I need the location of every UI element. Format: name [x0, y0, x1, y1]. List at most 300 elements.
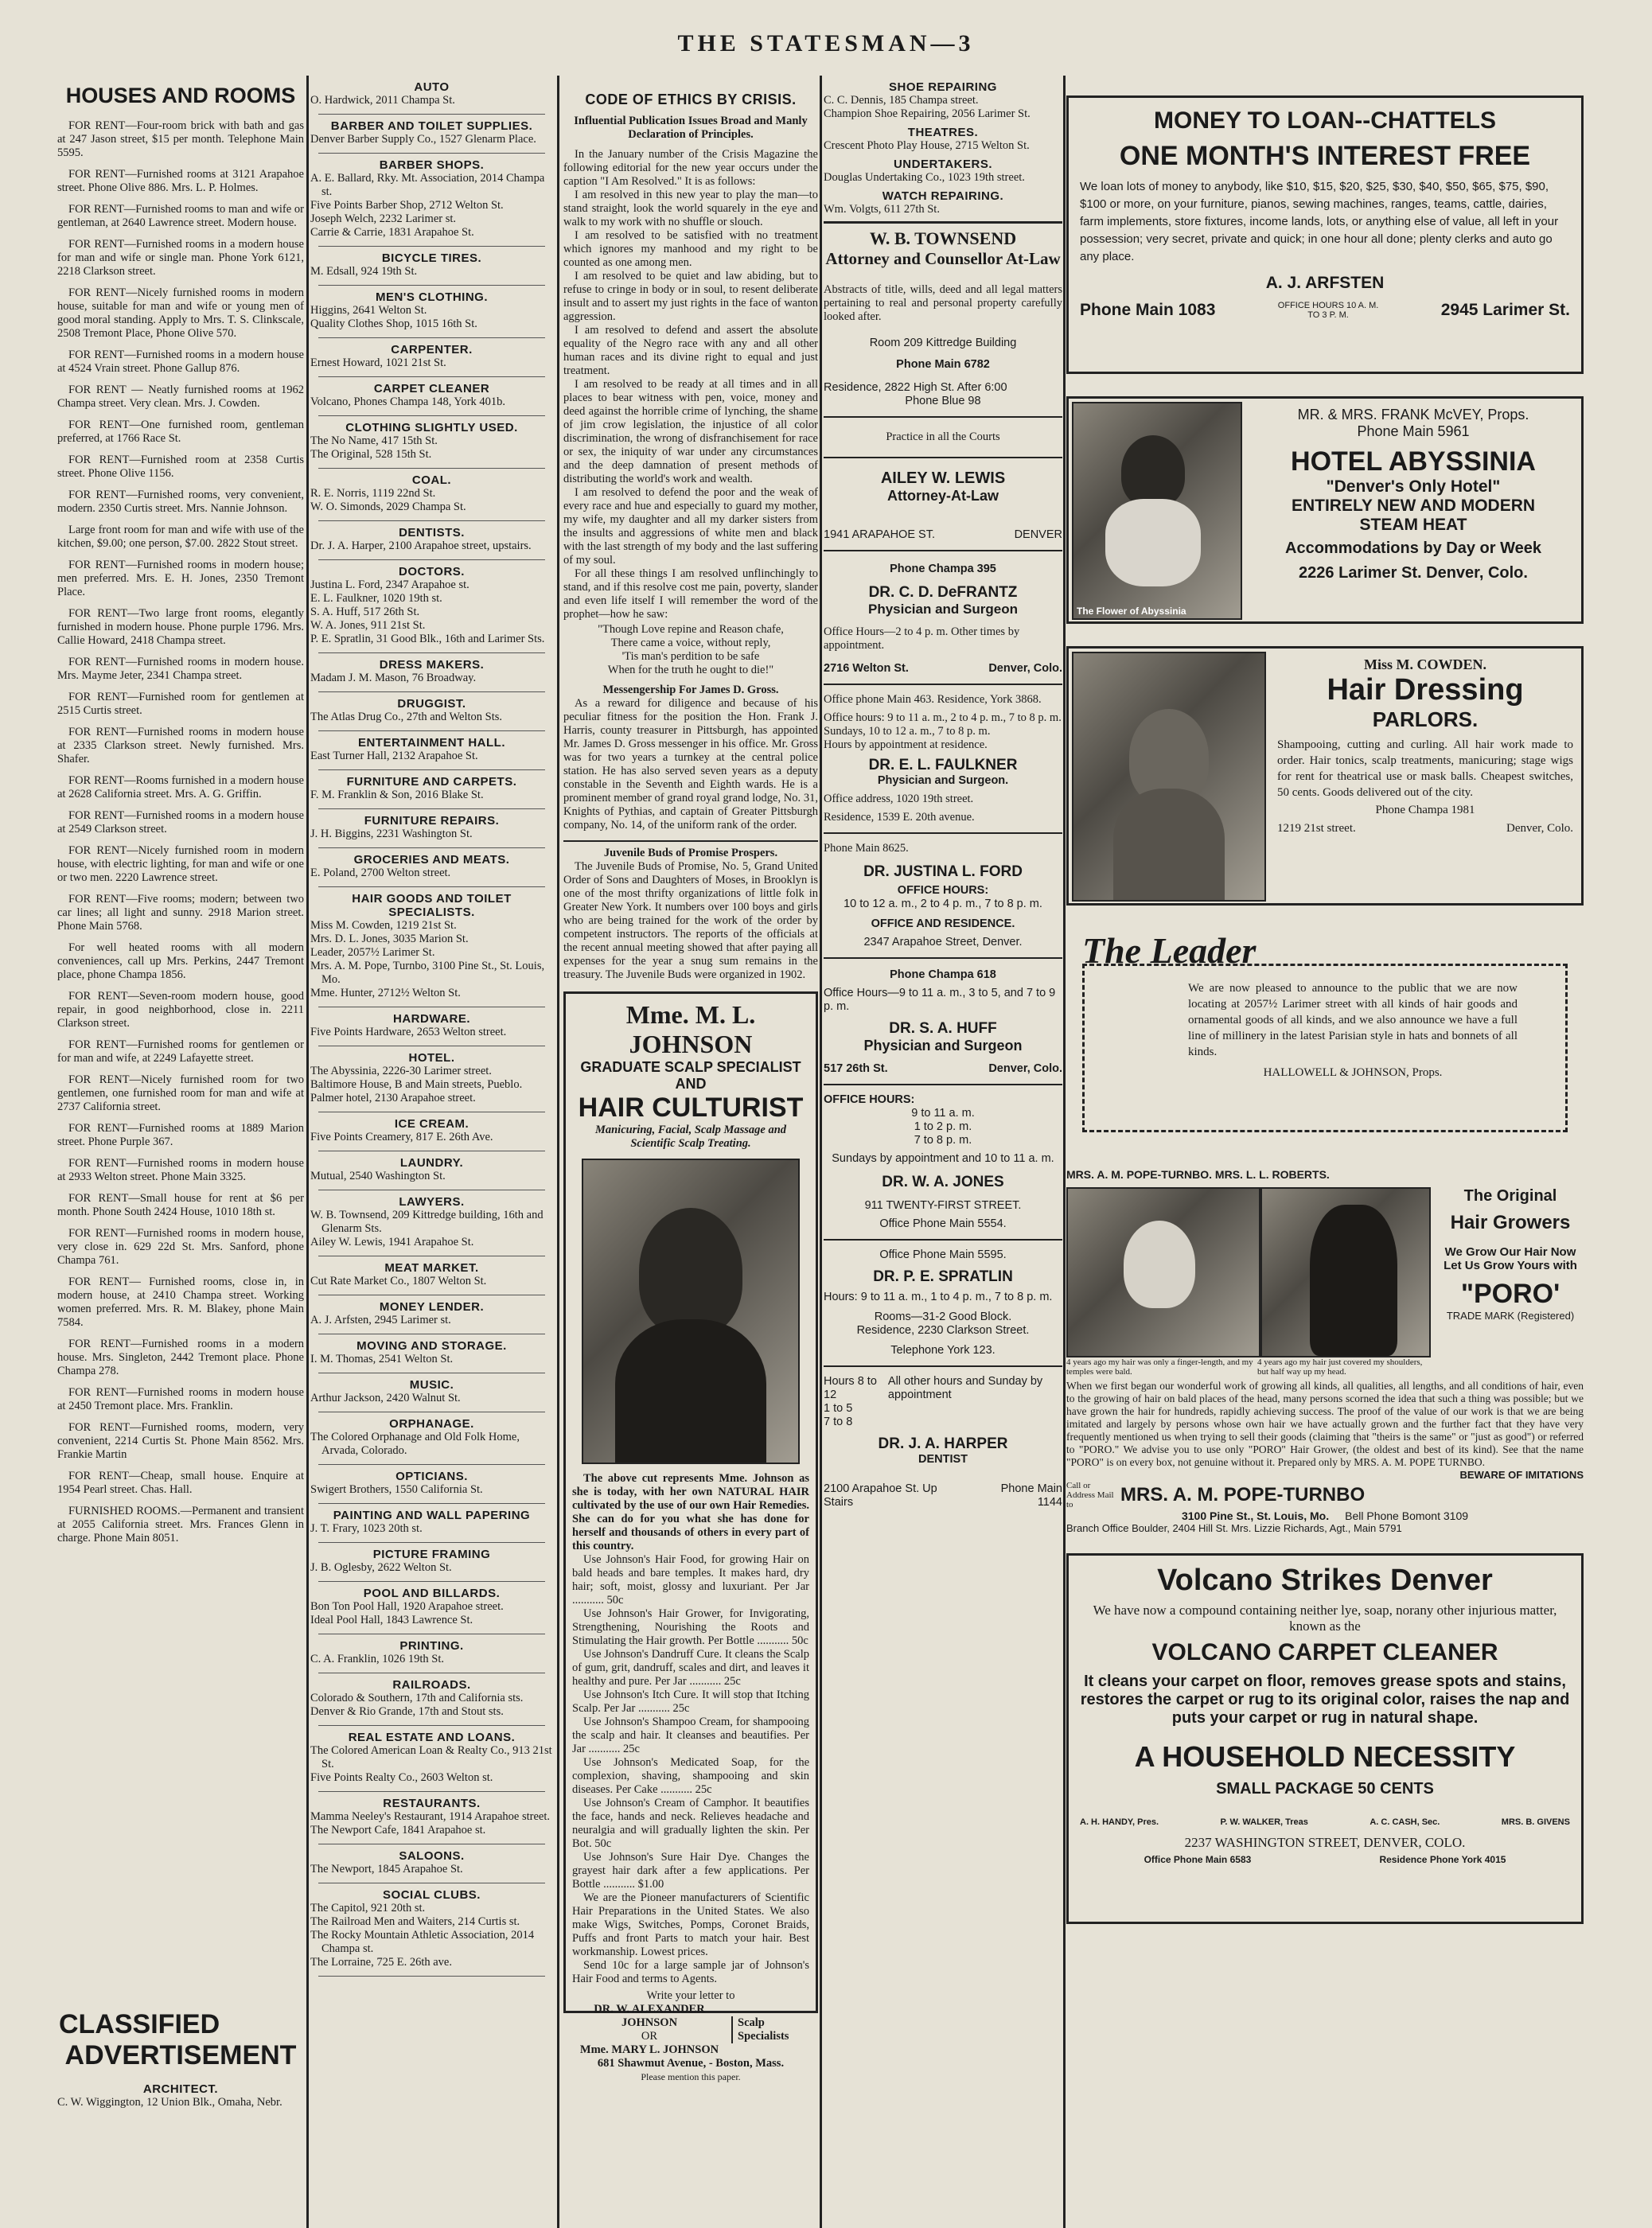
- directory-heading: ICE CREAM.: [394, 1117, 469, 1131]
- directory-divider: [318, 1542, 545, 1543]
- johnson-or: OR: [641, 2030, 658, 2043]
- directory-heading: POOL AND BILLARDS.: [363, 1587, 501, 1600]
- faulkner-appt: Hours by appointment at residence.: [824, 738, 988, 751]
- poro-text: When we first began our wonderful work of growing all kinds, all qualities, all lengths, and all conditions of hair, even to the growing of hair on bald places of the head, many persons scorned the idea that such a thing was possible; but we have grown the hair for hundreds, rapidly achieving success. The proof of the value of our work is that we are being imitated and largely by persons whose own hair we have actually grown and the further fact that they have very frequently mentioned us when trying to sell their goods (claiming that "theirs is the same" or "just as good") or referred to "PORO." We advise you to use only "PORO" Hair Grower, (the oldest and best of its kind). See that the name "PORO" is on every box, not genuine without it. Prepared only by MRS. A. M. POPE TURNBO.: [1066, 1380, 1584, 1468]
- directory-divider: [318, 1976, 545, 1977]
- johnson-title-1: GRADUATE SCALP SPECIALIST AND: [580, 1059, 801, 1092]
- houses-list: [57, 119, 304, 1545]
- rental-listing: FOR RENT—Nicely furnished rooms in modern house, suitable for man and wife or young men of good moral standing. Apply to Mrs. T. S. Clinkscale, 2508 Tremont Place, Phone Olive 570.: [57, 286, 304, 340]
- cowden-city: Denver, Colo.: [1506, 822, 1573, 835]
- poro-branch: Branch Office Boulder, 2404 Hill St. Mrs. Lizzie Richards, Agt., Main 5791: [1066, 1522, 1402, 1534]
- directory-heading: LAUNDRY.: [399, 1156, 464, 1170]
- shoe-1: C. C. Dennis, 185 Champa street.: [824, 94, 979, 107]
- directory-heading: CARPENTER.: [391, 343, 473, 356]
- poem-line: There came a voice, without reply,: [610, 637, 771, 649]
- poro-caption-2: 4 years ago my hair just covered my shoulders, but half way up my head.: [1257, 1357, 1423, 1377]
- rental-listing: For well heated rooms with all modern conveniences, call up Mrs. Perkins, 2447 Tremont place, phone Champa 1856.: [57, 941, 304, 981]
- directory-heading: DOCTORS.: [399, 565, 465, 578]
- harper-title: DENTIST: [918, 1453, 968, 1466]
- volcano-package: SMALL PACKAGE 50 CENTS: [1216, 1780, 1434, 1798]
- directory-entry: I. M. Thomas, 2541 Welton St.: [310, 1353, 454, 1365]
- directory-heading: OPTICIANS.: [395, 1470, 468, 1483]
- johnson-portrait: [582, 1159, 800, 1464]
- directory-list: [310, 80, 553, 1977]
- architect-text: C. W. Wiggington, 12 Union Blk., Omaha, Nebr.: [57, 2096, 282, 2109]
- rental-listing: FOR RENT—Furnished rooms in a modern house for man and wife or single man. Phone York 6121, 2218 Clarkson street.: [57, 238, 304, 278]
- directory-entry: Mamma Neeley's Restaurant, 1914 Arapahoe street.: [310, 1810, 550, 1823]
- directory-heading: DRESS MAKERS.: [379, 658, 485, 672]
- houses-title: HOUSES AND ROOMS: [65, 84, 296, 107]
- hotel-addr: 2226 Larimer St. Denver, Colo.: [1299, 564, 1528, 582]
- faulkner-name: DR. E. L. FAULKNER: [868, 757, 1018, 773]
- huff-hours: Office Hours—9 to 11 a. m., 3 to 5, and 7 to 9 p. m.: [824, 987, 1056, 1013]
- ford-office: OFFICE AND RESIDENCE.: [871, 917, 1015, 930]
- townsend-name: W. B. TOWNSEND: [869, 228, 1017, 248]
- ford-hours-head: OFFICE HOURS:: [897, 884, 989, 897]
- theatres-heading: THEATRES.: [907, 126, 979, 139]
- directory-heading: GROCERIES AND MEATS.: [353, 853, 510, 867]
- professional-column: [824, 76, 1062, 2224]
- shoe-heading: SHOE REPAIRING: [889, 80, 997, 94]
- directory-heading: HARDWARE.: [393, 1012, 470, 1026]
- directory-entry: Mrs. D. L. Jones, 3035 Marion St.: [310, 933, 469, 945]
- directory-divider: [318, 337, 545, 338]
- spratlin-phone: Office Phone Main 5595.: [879, 1248, 1007, 1261]
- hotel-new: ENTIRELY NEW AND MODERN: [1291, 497, 1536, 515]
- ethics-title: CODE OF ETHICS BY CRISIS.: [585, 92, 797, 107]
- directory-heading: HOTEL.: [408, 1051, 455, 1065]
- rental-listing: FOR RENT—Furnished rooms, very convenient, modern. 2350 Curtis street. Mrs. Nannie Johnson.: [57, 489, 304, 515]
- rental-listing: FOR RENT—Four-room brick with bath and gas at 247 Jason street, $15 per month. Telephone Main 5595.: [57, 119, 304, 159]
- directory-heading: MEAT MARKET.: [384, 1261, 479, 1275]
- ethics-paragraph: I am resolved to be quiet and law abiding, but to refuse to cringe in body or in soul, to resent deliberate insult and to assert my just rights in the face of wanton aggression.: [563, 270, 818, 323]
- ethics-column: [563, 76, 818, 2224]
- ethics-paragraph: I am resolved to be satisfied with no treatment which ignores my manhood and my right to be counted as one among men.: [563, 229, 818, 269]
- spratlin-hours: Hours: 9 to 11 a. m., 1 to 4 p. m., 7 to 8 p. m.: [824, 1291, 1053, 1303]
- column-rule: [557, 76, 559, 2228]
- spratlin-tel: Telephone York 123.: [890, 1344, 995, 1357]
- volcano-officer: A. C. CASH, Sec.: [1370, 1817, 1440, 1827]
- rental-listing: FOR RENT—Seven-room modern house, good repair, in good neighborhood, close in. 2211 Clarkson street.: [57, 990, 304, 1030]
- directory-divider: [318, 1581, 545, 1582]
- rental-listing: FOR RENT—Furnished rooms for gentlemen or for man and wife, at 2249 Lafayette street.: [57, 1038, 304, 1065]
- directory-heading: MUSIC.: [409, 1378, 454, 1392]
- directory-heading: MONEY LENDER.: [379, 1300, 485, 1314]
- faulkner-title: Physician and Surgeon.: [877, 774, 1009, 787]
- directory-entry: C. A. Franklin, 1026 19th St.: [310, 1653, 444, 1665]
- jones-name: DR. W. A. JONES: [882, 1174, 1004, 1190]
- poro-names: MRS. A. M. POPE-TURNBO. MRS. L. L. ROBERTS.: [1066, 1168, 1330, 1181]
- lewis-addr: 1941 ARAPAHOE ST.: [824, 528, 935, 541]
- faulkner-res: Residence, 1539 E. 20th avenue.: [824, 811, 975, 824]
- poro-photo-2: [1260, 1187, 1431, 1357]
- directory-entry: The Atlas Drug Co., 27th and Welton Sts.: [310, 711, 503, 723]
- classified-title-1: CLASSIFIED: [59, 2009, 220, 2039]
- directory-divider: [318, 559, 545, 560]
- jones-hour: 1 to 2 p. m.: [914, 1120, 972, 1133]
- directory-heading: ENTERTAINMENT HALL.: [357, 736, 506, 750]
- johnson-ad: [563, 991, 818, 2082]
- directory-divider: [318, 376, 545, 377]
- jones-hour: 9 to 11 a. m.: [911, 1107, 975, 1120]
- poro-original: The Original: [1463, 1187, 1557, 1205]
- rental-listing: FOR RENT — Neatly furnished rooms at 1962 Champa street. Very clean. Mrs. J. Cowden.: [57, 384, 304, 410]
- loan-name: A. J. ARFSTEN: [1265, 274, 1385, 292]
- directory-heading: ORPHANAGE.: [389, 1417, 474, 1431]
- directory-heading: BICYCLE TIRES.: [381, 251, 482, 265]
- poro-growers: Hair Growers: [1450, 1212, 1571, 1233]
- directory-heading: CARPET CLEANER: [373, 382, 490, 395]
- directory-entry: The No Name, 417 15th St.: [310, 434, 438, 447]
- townsend-res: Residence, 2822 High St. After 6:00: [824, 381, 1007, 394]
- poro-addr: 3100 Pine St., St. Louis, Mo.: [1181, 1509, 1330, 1522]
- ethics-paragraph: In the January number of the Crisis Magazine the following editorial for the new year occurs under the caption "I Am Resolved." It is as follows:: [563, 148, 818, 188]
- huff-city: Denver, Colo.: [988, 1062, 1062, 1075]
- houses-column: [57, 76, 304, 2113]
- johnson-product: Use Johnson's Medicated Soap, for the complexion, shaving, shampooing and skin diseases. Per Cake ........... 25c: [572, 1756, 809, 1796]
- townsend-text: Abstracts of title, wills, deed and all legal matters pertaining to real and personal property carefully looked after.: [824, 283, 1062, 323]
- directory-entry: Quality Clothes Shop, 1015 16th St.: [310, 317, 477, 330]
- hotel-tag: "Denver's Only Hotel": [1326, 477, 1501, 496]
- cowden-h1: Hair Dressing: [1327, 673, 1524, 707]
- directory-heading: MEN'S CLOTHING.: [375, 290, 489, 304]
- jones-sun: Sundays by appointment and 10 to 11 a. m.: [832, 1152, 1054, 1165]
- defrantz-title: Physician and Surgeon: [868, 602, 1018, 617]
- directory-heading: RESTAURANTS.: [383, 1797, 481, 1810]
- directory-entry: East Turner Hall, 2132 Arapahoe St.: [310, 750, 478, 762]
- cowden-phone: Phone Champa 1981: [1375, 804, 1475, 816]
- harper-phone: Phone Main 1144: [1000, 1482, 1062, 1509]
- directory-heading: FURNITURE REPAIRS.: [364, 814, 500, 828]
- ford-hours: 10 to 12 a. m., 2 to 4 p. m., 7 to 8 p. m.: [844, 898, 1042, 910]
- faulkner-phone: Office phone Main 463. Residence, York 3868.: [824, 693, 1042, 706]
- directory-entry: S. A. Huff, 517 26th St.: [310, 606, 420, 618]
- gross-title: Messengership For James D. Gross.: [602, 684, 779, 696]
- loan-hours: OFFICE HOURS 10 A. M. TO 3 P. M.: [1277, 301, 1379, 320]
- volcano-household: A HOUSEHOLD NECESSITY: [1134, 1740, 1516, 1773]
- ethics-paragraph: I am resolved to defend the poor and the weak of every race and hue and especially to guard my mother, my wife, my daughter and all my darker sisters from the insults and aggressions of white men and black with the last strength of my body and the last suffering of my soul.: [563, 486, 818, 567]
- poro-call: Call or Address Mail to: [1066, 1481, 1114, 1509]
- johnson-product: Send 10c for a large sample jar of Johnson's Hair Food and terms to Agents.: [572, 1959, 809, 1985]
- directory-heading: CLOTHING SLIGHTLY USED.: [345, 421, 518, 434]
- cowden-ad: [1066, 646, 1584, 906]
- johnson-mention: Please mention this paper.: [641, 2071, 741, 2082]
- directory-heading: DRUGGIST.: [397, 697, 466, 711]
- directory-divider: [318, 1791, 545, 1792]
- directory-entry: Five Points Realty Co., 2603 Welton st.: [310, 1771, 493, 1784]
- directory-entry: P. E. Spratlin, 31 Good Blk., 16th and Larimer Sts.: [310, 633, 545, 645]
- hotel-name: HOTEL ABYSSINIA: [1291, 446, 1536, 477]
- rental-listing: FURNISHED ROOMS.—Permanent and transient at 2055 California street. Mrs. Frances Glenn in charge. Phone Main 8051.: [57, 1505, 304, 1544]
- directory-entry: Higgins, 2641 Welton St.: [310, 304, 427, 317]
- rental-listing: FOR RENT—Furnished rooms in a modern house at 2549 Clarkson street.: [57, 809, 304, 836]
- huff-title: Physician and Surgeon: [863, 1038, 1023, 1054]
- rental-listing: FOR RENT—Rooms furnished in a modern house at 2628 California street. Mrs. A. G. Griffin.: [57, 774, 304, 800]
- johnson-products: [572, 1553, 809, 1986]
- defrantz-phone: Phone Champa 395: [890, 563, 996, 575]
- directory-entry: R. E. Norris, 1119 22nd St.: [310, 487, 436, 500]
- directory-entry: Ideal Pool Hall, 1843 Lawrence St.: [310, 1614, 473, 1626]
- rental-listing: FOR RENT—Small house for rent at $6 per month. Phone South 2424 House, 1010 18th st.: [57, 1192, 304, 1218]
- directory-heading: REAL ESTATE AND LOANS.: [348, 1731, 516, 1744]
- directory-heading: PRINTING.: [399, 1639, 464, 1653]
- directory-divider: [318, 847, 545, 848]
- loan-ad: [1066, 95, 1584, 374]
- directory-divider: [318, 1464, 545, 1465]
- directory-entry: Justina L. Ford, 2347 Arapahoe st.: [310, 578, 469, 591]
- directory-entry: F. M. Franklin & Son, 2016 Blake St.: [310, 789, 484, 801]
- directory-entry: Palmer hotel, 2130 Arapahoe street.: [310, 1092, 476, 1104]
- rental-listing: FOR RENT—One furnished room, gentleman preferred, at 1766 Race St.: [57, 419, 304, 445]
- ford-name: DR. JUSTINA L. FORD: [863, 863, 1023, 880]
- johnson-product: Use Johnson's Itch Cure. It will stop that Itching Scalp. Per Jar ........... 25c: [572, 1689, 809, 1715]
- johnson-product: Use Johnson's Shampoo Cream, for shampooing the scalp and hair. It cleanses and beautifies. Per Jar ........... 25c: [572, 1716, 809, 1755]
- architect-heading: ARCHITECT.: [142, 2082, 219, 2096]
- faulkner-office: Office address, 1020 19th street.: [824, 793, 974, 805]
- spratlin-name: DR. P. E. SPRATLIN: [873, 1268, 1013, 1285]
- directory-entry: Cut Rate Market Co., 1807 Welton St.: [310, 1275, 487, 1287]
- spratlin-rooms: Rooms—31-2 Good Block.: [874, 1311, 1012, 1323]
- column-rule: [820, 76, 822, 2228]
- jones-hours-head: OFFICE HOURS:: [824, 1093, 915, 1106]
- directory-divider: [318, 415, 545, 416]
- rental-listing: FOR RENT— Furnished rooms, close in, in modern house, at 2410 Champa street. Working women preferred. Mrs. R. M. Blakey, phone Main 7584.: [57, 1276, 304, 1329]
- leader-props: HALLOWELL & JOHNSON, Props.: [1263, 1066, 1443, 1079]
- defrantz-addr: 2716 Welton St.: [824, 662, 909, 675]
- johnson-product: Use Johnson's Sure Hair Dye. Changes the grayest hair dark after a few applications. Per Bottle ........... $1.00: [572, 1851, 809, 1891]
- directory-heading: AUTO: [414, 80, 450, 94]
- directory-divider: [318, 285, 545, 286]
- hotel-props: MR. & MRS. FRANK McVEY, Props.: [1297, 407, 1529, 423]
- rental-listing: FOR RENT—Nicely furnished room in modern house, with electric lighting, for man and wife or one or two men. 2220 Lawrence street.: [57, 844, 304, 884]
- directory-divider: [318, 246, 545, 247]
- courts: Practice in all the Courts: [886, 430, 1000, 443]
- loan-h1: MONEY TO LOAN--CHATTELS: [1154, 107, 1496, 134]
- theatres-1: Crescent Photo Play House, 2715 Welton St.: [824, 139, 1030, 152]
- harper-hour: Hours 8 to 12: [824, 1375, 877, 1401]
- harper-other: All other hours and Sunday by appointment: [887, 1375, 1043, 1401]
- cowden-text: Shampooing, cutting and curling. All hair work made to order. Hair tonics, scalp treatments, manicuring; stage wigs for rent for theatrical use or mask balls. Cheapest switches, 50 cents. Goods delivered out of the city.: [1277, 738, 1573, 799]
- directory-column: [310, 76, 553, 2224]
- faulkner-sun: Sundays, 10 to 12 a. m., 7 to 8 p. m.: [824, 725, 991, 738]
- loan-h2: ONE MONTH'S INTEREST FREE: [1119, 141, 1531, 171]
- johnson-product: Use Johnson's Hair Grower, for Invigorating, Strengthening, Nourishing the Roots and Stimulating the Hair growth. Per Bottle ........... 50c: [572, 1607, 809, 1647]
- rental-listing: FOR RENT—Cheap, small house. Enquire at 1954 Pearl street. Chas. Hall.: [57, 1470, 304, 1496]
- lewis-name: AILEY W. LEWIS: [880, 469, 1006, 487]
- directory-heading: MOVING AND STORAGE.: [357, 1339, 507, 1353]
- directory-entry: The Colored Orphanage and Old Folk Home, Arvada, Colorado.: [310, 1431, 520, 1457]
- classified-title-2: ADVERTISEMENT: [64, 2040, 297, 2070]
- poro-tm: TRADE MARK (Registered): [1446, 1310, 1575, 1322]
- directory-entry: J. B. Oglesby, 2622 Welton St.: [310, 1561, 452, 1574]
- directory-heading: SOCIAL CLUBS.: [383, 1888, 481, 1902]
- loan-text: We loan lots of money to anybody, like $10, $15, $20, $25, $30, $40, $50, $65, $75, $90, $100 or more, on your furniture, pianos, sewing machines, ranges, teams, cattle, dairies, farm implements, store fixtures, income lands, lots, or anything else of value, all left in your possession; very secret, private and quick; in one hour all done; plenty clerks and auto go any place.: [1080, 180, 1559, 263]
- defrantz-city: Denver, Colo.: [988, 662, 1062, 675]
- johnson-name: Mme. M. L. JOHNSON: [625, 1000, 756, 1058]
- masthead: THE STATESMAN—3: [677, 30, 975, 56]
- directory-heading: PICTURE FRAMING: [372, 1548, 491, 1561]
- volcano-title: Volcano Strikes Denver: [1157, 1564, 1493, 1597]
- rental-listing: FOR RENT—Furnished room at 2358 Curtis street. Phone Olive 1156.: [57, 454, 304, 480]
- rental-listing: FOR RENT—Furnished rooms at 3121 Arapahoe street. Phone Olive 886. Mrs. L. P. Holmes.: [57, 168, 304, 194]
- directory-entry: E. Poland, 2700 Welton street.: [310, 867, 451, 879]
- directory-entry: The Original, 528 15th St.: [310, 448, 432, 461]
- rental-listing: FOR RENT—Furnished rooms, modern, very convenient, 2214 Curtis St. Phone Main 8562. Mrs. Frankie Martin: [57, 1421, 304, 1461]
- volcano-phone-2: Residence Phone York 4015: [1379, 1854, 1506, 1865]
- rental-listing: FOR RENT—Furnished rooms at 1889 Marion street. Phone Purple 367.: [57, 1122, 304, 1148]
- rental-listing: FOR RENT—Nicely furnished room for two gentlemen, one furnished room for man and wife at 2737 California street.: [57, 1073, 304, 1113]
- ethics-body: [563, 148, 818, 621]
- directory-entry: Denver Barber Supply Co., 1527 Glenarm Place.: [310, 133, 536, 146]
- rental-listing: FOR RENT—Furnished rooms in a modern house. Mrs. Singleton, 2442 Tremont place. Phone Champa 278.: [57, 1338, 304, 1377]
- directory-entry: Denver & Rio Grande, 17th and Stout sts.: [310, 1705, 504, 1718]
- directory-entry: Madam J. M. Mason, 76 Broadway.: [310, 672, 477, 684]
- directory-heading: DENTISTS.: [399, 526, 465, 539]
- directory-entry: The Newport Cafe, 1841 Arapahoe st.: [310, 1824, 486, 1837]
- undertakers-heading: UNDERTAKERS.: [893, 158, 993, 171]
- ethics-poem: [563, 623, 818, 677]
- jones-addr: 911 TWENTY-FIRST STREET.: [864, 1199, 1022, 1212]
- directory-entry: The Colored American Loan & Realty Co., 913 21st St.: [310, 1744, 552, 1770]
- watch-1: Wm. Volgts, 611 27th St.: [824, 203, 940, 216]
- jones-phone: Office Phone Main 5554.: [879, 1217, 1007, 1230]
- watch-heading: WATCH REPAIRING.: [882, 189, 1004, 203]
- rental-listing: Large front room for man and wife with use of the kitchen, $9.00; one person, $7.00. 2822 Stout street.: [57, 524, 304, 550]
- poro-ad: [1066, 1168, 1584, 1542]
- gross-text: As a reward for diligence and because of his peculiar fitness for the position the Hon. Frank J. Harris, county treasurer in Pittsburgh, has appointed Mr. James D. Gross messenger in his office. Mr. Gross was for two years a turnkey at the central police station. He has also served seven years as a deputy constable in the Seventh and Eighth wards. He is a prominent member of grand royal grand lodge, No. 31, Knights of Pythias, and captain of Greater Pittsburgh company, No. 14, of the uniform rank of the order.: [563, 697, 818, 832]
- directory-heading: SALOONS.: [399, 1849, 465, 1863]
- directory-entry: W. O. Simonds, 2029 Champa St.: [310, 501, 466, 513]
- johnson-addr-3: 681 Shawmut Avenue, - Boston, Mass.: [597, 2057, 785, 2070]
- directory-entry: Joseph Welch, 2232 Larimer st.: [310, 212, 456, 225]
- directory-entry: Volcano, Phones Champa 148, York 401b.: [310, 395, 506, 408]
- ethics-paragraph: For all these things I am resolved unflinchingly to stand, and if this resolve cost me pain, poverty, slander and even life itself I will remember the word of the prophet—how he saw:: [563, 567, 818, 621]
- townsend-room: Room 209 Kittredge Building: [869, 337, 1017, 349]
- directory-entry: The Newport, 1845 Arapahoe St.: [310, 1863, 463, 1875]
- poro-logo: "PORO': [1460, 1279, 1560, 1309]
- directory-divider: [318, 468, 545, 469]
- directory-entry: Five Points Hardware, 2653 Welton street.: [310, 1026, 507, 1038]
- rental-listing: FOR RENT—Furnished rooms in modern house at 2335 Clarkson street. Newly furnished. Mrs. Shafer.: [57, 726, 304, 765]
- directory-entry: Baltimore House, B and Main streets, Pueblo.: [310, 1078, 523, 1091]
- poro-caption-1: 4 years ago my hair was only a finger-length, and my temples were bald.: [1066, 1357, 1253, 1377]
- cowden-addr: 1219 21st street.: [1277, 822, 1356, 835]
- directory-divider: [318, 1503, 545, 1504]
- poro-photo-1: [1066, 1187, 1260, 1357]
- ethics-subtitle: Influential Publication Issues Broad and Manly Declaration of Principles.: [574, 115, 808, 141]
- directory-entry: The Capitol, 921 20th st.: [310, 1902, 426, 1914]
- shoe-2: Champion Shoe Repairing, 2056 Larimer St.: [824, 107, 1031, 120]
- johnson-write: Write your letter to: [646, 1989, 735, 2002]
- directory-entry: Miss M. Cowden, 1219 21st St.: [310, 919, 457, 932]
- directory-divider: [318, 520, 545, 521]
- buds-title: Juvenile Buds of Promise Prospers.: [603, 847, 778, 859]
- directory-entry: O. Hardwick, 2011 Champa St.: [310, 94, 455, 107]
- lewis-city: DENVER: [1014, 528, 1062, 541]
- harper-name: DR. J. A. HARPER: [878, 1435, 1008, 1452]
- lewis-title: Attorney-At-Law: [887, 488, 999, 504]
- faulkner-hours: Office hours: 9 to 11 a. m., 2 to 4 p. m., 7 to 8 p. m.: [824, 711, 1062, 724]
- column-rule: [306, 76, 309, 2228]
- ford-addr: 2347 Arapahoe Street, Denver.: [863, 936, 1023, 948]
- poem-line: "Though Love repine and Reason chafe,: [598, 623, 784, 636]
- huff-addr: 517 26th St.: [824, 1062, 888, 1075]
- johnson-addr-2: Mme. MARY L. JOHNSON: [579, 2043, 719, 2056]
- directory-entry: Bon Ton Pool Hall, 1920 Arapahoe street.: [310, 1600, 504, 1613]
- leader-text: We are now pleased to announce to the public that we are now locating at 2057½ Larimer street with all kinds of hair goods and ornamental goods of all kinds, and we also announce we have a full line of millinery in the latest Parisian style in hats and bonnets of all kinds.: [1188, 982, 1518, 1058]
- cowden-h2: PARLORS.: [1372, 707, 1479, 731]
- hotel-phone: Phone Main 5961: [1357, 423, 1470, 439]
- jones-hours: [824, 1107, 1062, 1147]
- cowden-name: Miss M. COWDEN.: [1364, 656, 1486, 672]
- directory-entry: The Railroad Men and Waiters, 214 Curtis st.: [310, 1915, 520, 1928]
- directory-entry: Five Points Creamery, 817 E. 26th Ave.: [310, 1131, 493, 1143]
- ethics-paragraph: I am resolved to be ready at all times and in all places to bear witness with pen, voice, money and deed against the horrible crime of lynching, the shame of jim crow legislation, the injustice of all color discrimination, the wrong of disfranchisement for race or sex, the iniquity of war under any circumstances and the deep damnation of present methods of distributing the world's work and wealth.: [563, 378, 818, 485]
- ads-column: [1066, 76, 1584, 2224]
- defrantz-hours: Office Hours—2 to 4 p. m. Other times by appointment.: [824, 625, 1020, 652]
- directory-entry: Swigert Brothers, 1550 California St.: [310, 1483, 483, 1496]
- townsend-phone: Phone Main 6782: [896, 358, 990, 371]
- rental-listing: FOR RENT—Furnished rooms in a modern house at 4524 Vrain street. Phone Gallup 876.: [57, 349, 304, 375]
- loan-phone: Phone Main 1083: [1080, 301, 1216, 319]
- ford-phone: Phone Main 8625.: [824, 842, 909, 855]
- directory-entry: A. J. Arfsten, 2945 Larimer st.: [310, 1314, 451, 1326]
- directory-entry: Leader, 2057½ Larimer St.: [310, 946, 435, 959]
- rental-listing: FOR RENT—Furnished rooms in modern house, very close in. 629 22d St. Mrs. Sanford, phone Champa 761.: [57, 1227, 304, 1267]
- directory-entry: The Abyssinia, 2226-30 Larimer street.: [310, 1065, 492, 1077]
- directory-entry: E. L. Faulkner, 1020 19th st.: [310, 592, 442, 605]
- rental-listing: FOR RENT—Furnished rooms in modern house. Mrs. Mayme Jeter, 2341 Champa street.: [57, 656, 304, 682]
- townsend-blue: Phone Blue 98: [905, 395, 981, 407]
- column-rule: [1063, 76, 1066, 2228]
- hotel-photo: [1072, 402, 1242, 620]
- johnson-specialists: Scalp Specialists: [731, 2016, 809, 2043]
- directory-heading: BARBER SHOPS.: [379, 158, 485, 172]
- poro-name: MRS. A. M. POPE-TURNBO: [1120, 1484, 1366, 1505]
- rental-listing: FOR RENT—Two large front rooms, elegantly furnished in modern house. Phone purple 1796. Mrs. Callie Howard, 2418 Champa street.: [57, 607, 304, 647]
- rental-listing: FOR RENT—Furnished rooms in modern house; men preferred. Mrs. E. H. Jones, 2350 Tremont Place.: [57, 559, 304, 598]
- volcano-officer: MRS. B. GIVENS: [1501, 1817, 1570, 1827]
- directory-entry: Ernest Howard, 1021 21st St.: [310, 356, 446, 369]
- volcano-ad: [1066, 1553, 1584, 1924]
- directory-divider: [318, 652, 545, 653]
- poem-line: 'Tis man's perdition to be safe: [621, 650, 760, 663]
- directory-entry: Five Points Barber Shop, 2712 Welton St.: [310, 199, 504, 212]
- directory-divider: [318, 730, 545, 731]
- volcano-product: VOLCANO CARPET CLEANER: [1151, 1639, 1498, 1665]
- directory-entry: Ailey W. Lewis, 1941 Arapahoe St.: [310, 1236, 474, 1248]
- spratlin-res: Residence, 2230 Clarkson Street.: [856, 1324, 1030, 1337]
- directory-entry: The Lorraine, 725 E. 26th ave.: [310, 1956, 452, 1969]
- volcano-addr: 2237 WASHINGTON STREET, DENVER, COLO.: [1184, 1835, 1466, 1850]
- directory-entry: W. B. Townsend, 209 Kittredge building, 16th and Glenarm Sts.: [310, 1209, 544, 1235]
- harper-hour: 1 to 5: [824, 1402, 853, 1415]
- directory-entry: Mme. Hunter, 2712½ Welton St.: [310, 987, 461, 999]
- leader-title: The Leader: [1082, 930, 1257, 971]
- directory-entry: Mrs. A. M. Pope, Turnbo, 3100 Pine St., St. Louis, Mo.: [310, 960, 545, 986]
- directory-entry: Colorado & Southern, 17th and California sts.: [310, 1692, 524, 1704]
- hotel-accom: Accommodations by Day or Week: [1285, 539, 1541, 557]
- johnson-addr-1: DR. W. ALEXANDER JOHNSON: [594, 2003, 705, 2029]
- directory-heading: HAIR GOODS AND TOILET SPECIALISTS.: [352, 892, 512, 919]
- rental-listing: FOR RENT—Furnished rooms in modern house at 2933 Welton street. Phone Main 3325.: [57, 1157, 304, 1183]
- poro-bell: Bell Phone Bomont 3109: [1345, 1509, 1469, 1522]
- huff-name: DR. S. A. HUFF: [889, 1020, 997, 1037]
- volcano-officer: A. H. HANDY, Pres.: [1080, 1817, 1159, 1827]
- johnson-product: Use Johnson's Dandruff Cure. It cleans the Scalp of gum, grit, dandruff, scales and dirt, and leaves it healthy and pure. Per Jar ........... 25c: [572, 1648, 809, 1688]
- directory-heading: COAL.: [411, 473, 452, 487]
- volcano-phone-1: Office Phone Main 6583: [1144, 1854, 1252, 1865]
